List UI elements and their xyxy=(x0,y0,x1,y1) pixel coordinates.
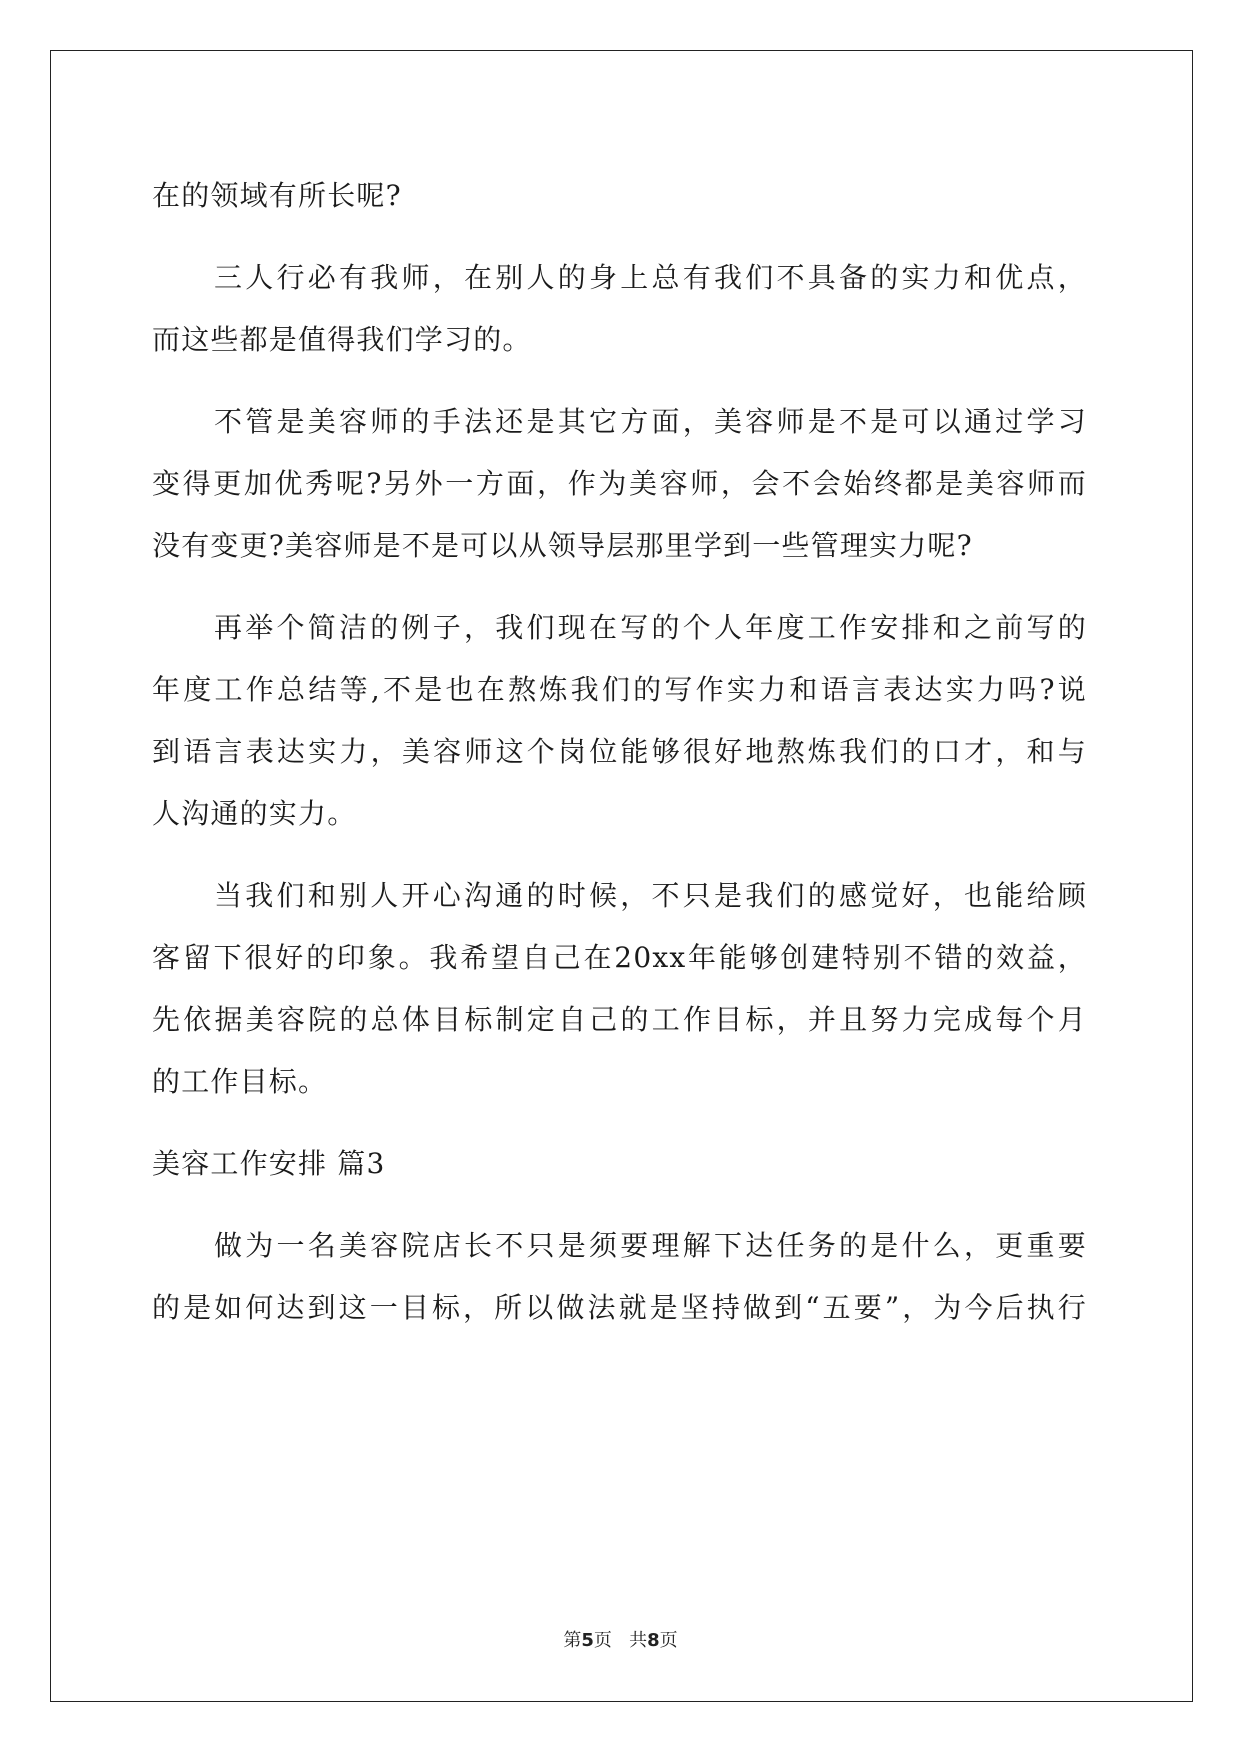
page-footer xyxy=(0,1629,1241,1653)
paragraph xyxy=(152,597,1087,845)
text-line: 变得更加优秀呢?另外一方面，作为美容师，会不会始终都是美容师而 xyxy=(152,467,1087,500)
text-line: 当我们和别人开心沟通的时候，不只是我们的感觉好，也能给顾 xyxy=(214,879,1087,912)
footer-total-pages: 8 xyxy=(647,1630,660,1651)
paragraph-gap xyxy=(152,1113,1087,1133)
paragraph-gap xyxy=(152,1195,1087,1215)
footer-prefix: 第 xyxy=(563,1630,582,1651)
text-line: 三人行必有我师，在别人的身上总有我们不具备的实力和优点， xyxy=(214,261,1087,294)
text-line: 美容工作安排 篇3 xyxy=(152,1147,386,1180)
footer-middle: 页 共 xyxy=(593,1630,648,1651)
text-line: 再举个简洁的例子，我们现在写的个人年度工作安排和之前写的 xyxy=(214,611,1087,644)
text-line: 不管是美容师的手法还是其它方面，美容师是不是可以通过学习 xyxy=(214,405,1087,438)
text-line: 做为一名美容院店长不只是须要理解下达任务的是什么，更重要 xyxy=(214,1229,1087,1262)
paragraph-gap xyxy=(152,371,1087,391)
paragraph-gap xyxy=(152,227,1087,247)
text-line: 而这些都是值得我们学习的。 xyxy=(152,323,532,356)
footer-current-page: 5 xyxy=(581,1630,594,1651)
text-line: 到语言表达实力，美容师这个岗位能够很好地熬炼我们的口才，和与 xyxy=(152,735,1087,768)
text-line: 的是如何达到这一目标，所以做法就是坚持做到“五要”，为今后执行 xyxy=(152,1291,1087,1324)
paragraph-gap xyxy=(152,577,1087,597)
footer-suffix: 页 xyxy=(659,1630,678,1651)
section-heading xyxy=(152,1133,1087,1195)
text-line: 没有变更?美容师是不是可以从领导层那里学到一些管理实力呢? xyxy=(152,529,973,562)
text-line: 年度工作总结等,不是也在熬炼我们的写作实力和语言表达实力吗?说 xyxy=(152,673,1087,706)
document-body xyxy=(152,165,1087,1339)
paragraph xyxy=(152,247,1087,371)
text-line: 人沟通的实力。 xyxy=(152,797,357,830)
text-line: 的工作目标。 xyxy=(152,1065,328,1098)
text-line: 先依据美容院的总体目标制定自己的工作目标，并且努力完成每个月 xyxy=(152,1003,1087,1036)
paragraph xyxy=(152,865,1087,1113)
paragraph-gap xyxy=(152,845,1087,865)
text-line: 客留下很好的印象。我希望自己在20xx年能够创建特别不错的效益， xyxy=(152,941,1087,974)
text-line: 在的领域有所长呢? xyxy=(152,179,402,212)
paragraph xyxy=(152,391,1087,577)
paragraph xyxy=(152,1215,1087,1339)
paragraph xyxy=(152,165,1087,227)
